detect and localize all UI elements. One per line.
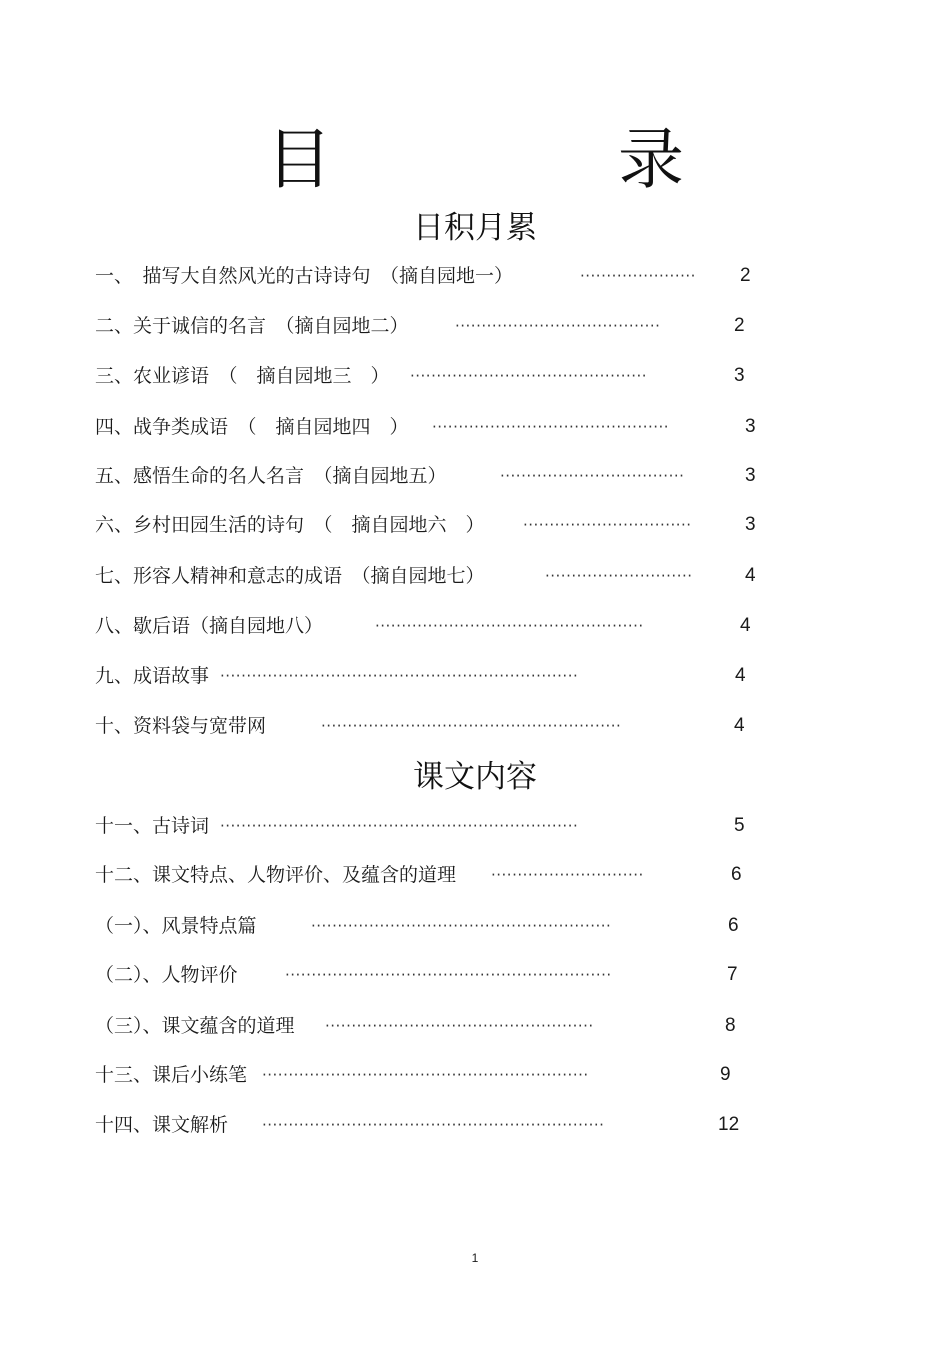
toc-leader-dots: ··································· [500,467,685,485]
toc-entry-page: 4 [740,615,751,636]
toc-entry-page: 12 [718,1114,740,1135]
toc-entry-page: 9 [720,1064,731,1085]
toc-entry-label: 九、成语故事 [95,665,210,687]
toc-entry-label: 十四、课文解析 [95,1114,229,1136]
toc-entry-page: 5 [734,815,745,836]
toc-leader-dots: ································································· [262,1116,605,1134]
toc-entry-page: 4 [745,565,756,586]
toc-entry-page: 7 [727,964,738,985]
toc-entry-page: 4 [734,715,745,736]
toc-entry-label: 十一、古诗词 [95,815,210,837]
toc-leader-dots: ····························· [491,866,644,884]
toc-entry-label: 三、农业谚语 （ 摘自园地三 ） [95,365,390,387]
toc-entry-label: 十三、课后小练笔 [95,1064,248,1086]
toc-leader-dots: ······························································ [262,1066,589,1084]
toc-leader-dots: ······························································ [285,966,612,984]
toc-entry-page: 6 [728,915,739,936]
toc-entry-label: （二）、人物评价 [95,964,238,986]
toc-entry-page: 3 [745,465,756,486]
toc-entry-page: 4 [735,665,746,686]
toc-leader-dots: ··················································· [325,1017,594,1035]
toc-leader-dots: ···························· [545,567,693,585]
toc-entry-page: 2 [734,315,745,336]
toc-leader-dots: ······································· [455,317,661,335]
toc-leader-dots: ···································································· [220,667,579,685]
toc-entry-label: 六、乡村田园生活的诗句 （ 摘自园地六 ） [95,514,485,536]
page-title: 目 录 [266,121,794,198]
toc-entry-label: （一）、风景特点篇 [95,915,257,937]
toc-entry-label: 一、 描写大自然风光的古诗诗句 （摘自园地一） [95,265,514,287]
toc-entry-label: 十、资料袋与宽带网 [95,715,267,737]
toc-leader-dots: ············································· [432,418,670,436]
toc-leader-dots: ··················································· [375,617,644,635]
toc-leader-dots: ···································································· [220,817,579,835]
section-heading: 课文内容 [413,759,537,795]
toc-entry-label: （三）、课文蕴含的道理 [95,1015,295,1037]
toc-entry-page: 3 [745,514,756,535]
toc-entry-label: 五、感悟生命的名人名言 （摘自园地五） [95,465,447,487]
toc-entry-page: 3 [745,416,756,437]
footer-page-number: 1 [471,1251,479,1265]
section-heading: 日积月累 [413,210,537,246]
toc-entry-page: 2 [740,265,751,286]
toc-entry-label: 二、关于诚信的名言 （摘自园地二） [95,315,409,337]
toc-entry-page: 8 [725,1015,736,1036]
toc-entry-label: 四、战争类成语 （ 摘自园地四 ） [95,416,409,438]
toc-entry-label: 十二、课文特点、人物评价、及蕴含的道理 [95,864,457,886]
toc-leader-dots: ············································· [410,367,648,385]
toc-leader-dots: ························································· [311,917,612,935]
toc-entry-page: 3 [734,365,745,386]
toc-leader-dots: ································ [523,516,692,534]
toc-entry-page: 6 [731,864,742,885]
toc-entry-label: 八、歇后语（摘自园地八） [95,615,324,637]
toc-entry-label: 七、形容人精神和意志的成语 （摘自园地七） [95,565,485,587]
toc-leader-dots: ······················ [580,267,696,285]
toc-leader-dots: ························································· [321,717,622,735]
